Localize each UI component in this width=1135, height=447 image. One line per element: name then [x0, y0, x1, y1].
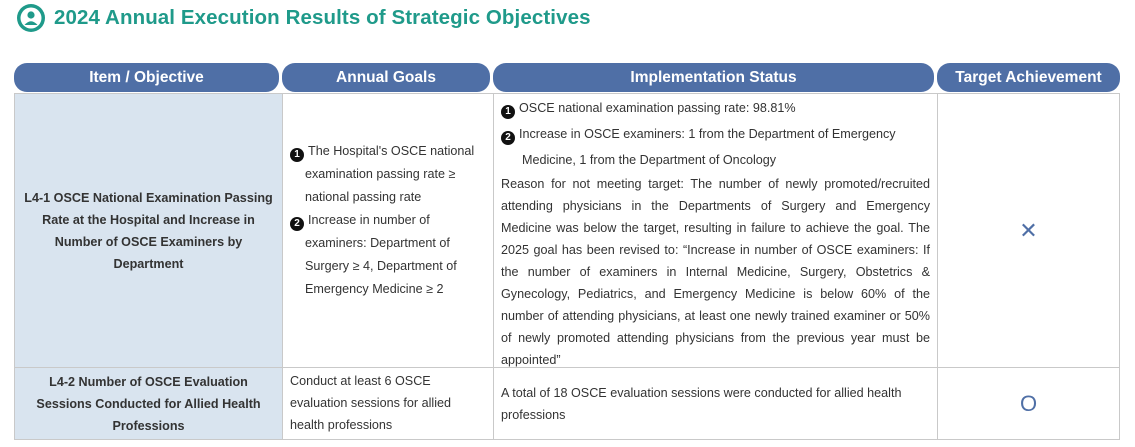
row2-goals: [283, 368, 494, 440]
cross-mark-icon: ✕: [1019, 217, 1038, 243]
row2-impl-text: A total of 18 OSCE evaluation sessions were conducted for allied health professions: [501, 385, 902, 422]
goal2-line-c: Surgery ≥ 4, Department of: [305, 259, 457, 273]
number-2-icon: 2: [501, 131, 515, 145]
goal2-line-b: examiners: Department of: [305, 236, 450, 250]
impl-line-2b: Medicine, 1 from the Department of Oncology: [522, 153, 777, 167]
row2-achievement: [938, 368, 1120, 440]
row1-achievement: [938, 93, 1120, 368]
goal2-line-d: Emergency Medicine ≥ 2: [305, 282, 444, 296]
circle-mark-icon: O: [1019, 390, 1038, 416]
person-badge-icon: [16, 3, 46, 33]
number-1-icon: 1: [290, 148, 304, 162]
header-goals: Annual Goals: [282, 63, 490, 92]
goal1-line-a: The Hospital's OSCE national: [308, 144, 475, 158]
row1-item-text: L4-1 OSCE National Examination Passing Rate at the Hospital and Increase in Number of OSCE Examiners by Department: [24, 190, 273, 271]
table-row-item: [14, 368, 283, 440]
impl-line-2a: Increase in OSCE examiners: 1 from the Department of Emergency: [519, 127, 896, 141]
row2-item-text: L4-2 Number of OSCE Evaluation Sessions Conducted for Allied Health Professions: [36, 374, 261, 433]
row1-status: [494, 93, 938, 368]
goal1-line-b: examination passing rate ≥: [305, 167, 456, 181]
number-2-icon: 2: [290, 217, 304, 231]
number-1-icon: 1: [501, 105, 515, 119]
goal1-line-c: national passing rate: [305, 190, 422, 204]
header-status: Implementation Status: [493, 63, 934, 92]
impl-line-1: OSCE national examination passing rate: 98.81%: [519, 101, 796, 115]
row1-goals: [283, 93, 494, 368]
header-achievement: Target Achievement: [937, 63, 1120, 92]
goal2-line-a: Increase in number of: [308, 213, 430, 227]
title-row: [16, 3, 591, 33]
row2-goal-text: Conduct at least 6 OSCE evaluation sessions for allied health professions: [290, 374, 452, 432]
impl-reason: Reason for not meeting target: The number of newly promoted/recruited attending physicians in the Departments of Surgery and Emergency Medicine was below the target, resulting in failure to achieve the goal. The 2025 goal has been revised to: “Increase in number of OSCE examiners: If the number of examiners in Internal Medicine, Surgery, Obstetrics & Gynecology, Pediatrics, and Emergency Medicine is below 60% of the number of attending physicians, at least one newly trained examiner or 50% of newly promoted attending physicians from the previous year must be appointed”: [501, 177, 930, 367]
header-item: Item / Objective: [14, 63, 279, 92]
table-row-item: [14, 93, 283, 368]
row2-status: [494, 368, 938, 440]
page-title: 2024 Annual Execution Results of Strategic Objectives: [54, 6, 591, 29]
